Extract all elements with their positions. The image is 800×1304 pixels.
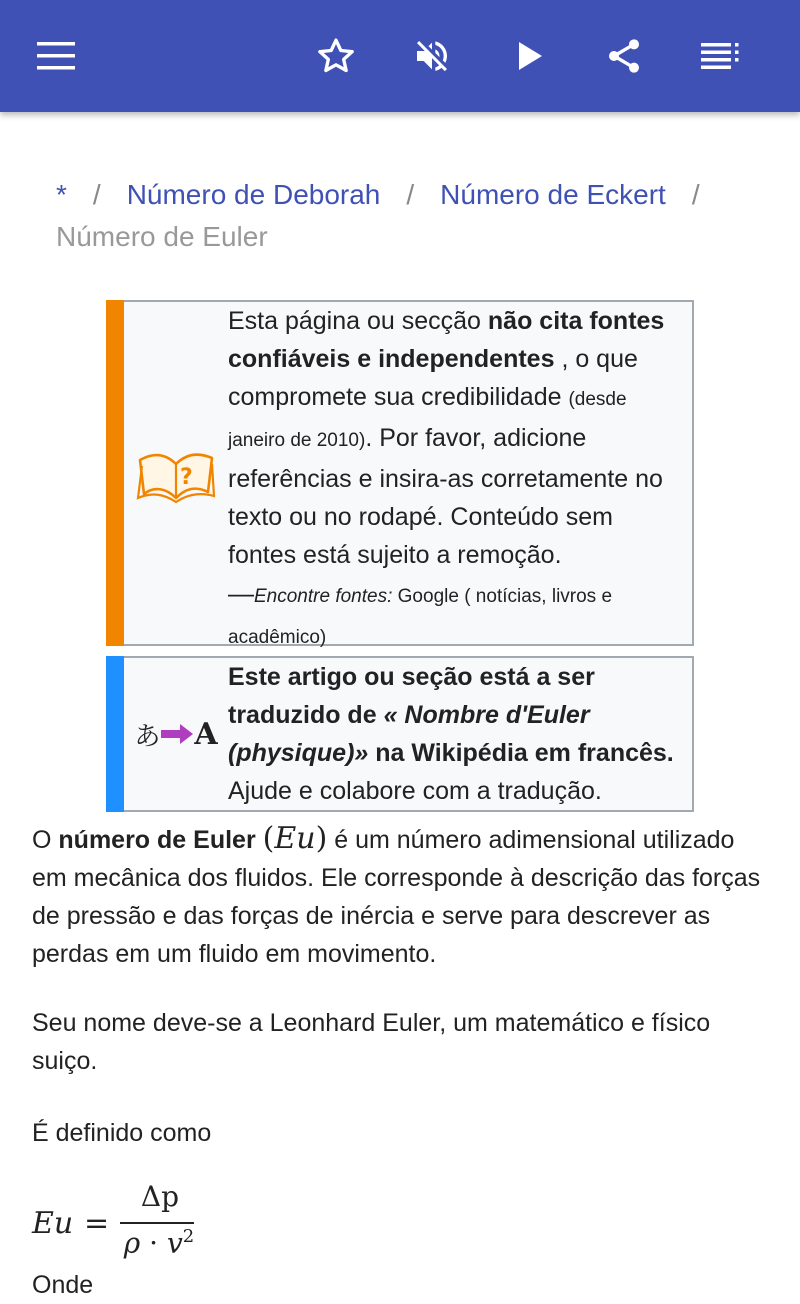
play-icon: [515, 40, 545, 72]
name-paragraph: Seu nome deve-se a Leonhard Euler, um matemático e físico suiço.: [32, 1009, 711, 1075]
app-bar: [0, 0, 800, 112]
find-sources-links[interactable]: Google ( notícias, livros e acadêmico): [228, 586, 613, 648]
formula-rho: ρ: [123, 1226, 141, 1260]
svg-text:?: ?: [180, 465, 193, 490]
notice-no-sources-text: [228, 302, 692, 648]
mute-button[interactable]: [404, 28, 460, 84]
cut-paragraph: Onde: [32, 1271, 94, 1299]
formula-numerator-text: Δp: [140, 1180, 180, 1213]
volume-off-icon: [412, 36, 452, 76]
notice-no-sources: [106, 300, 694, 646]
notice-accent-bar: [106, 656, 124, 812]
notice-translation-text: [228, 658, 692, 810]
breadcrumb-separator: /: [691, 179, 700, 210]
notice-text-part: Esta página ou secção: [228, 307, 488, 335]
translation-source-link[interactable]: « Nombre d'Euler (physique)»: [228, 701, 590, 767]
notice-text-bold[interactable]: não cita fontes confiáveis e independentes: [228, 307, 665, 373]
intro-paragraph: [32, 820, 772, 973]
formula-v: v: [166, 1226, 183, 1260]
intro-term-bold: número de Euler: [58, 826, 256, 854]
breadcrumb-link-deborah[interactable]: Número de Deborah: [126, 179, 381, 210]
breadcrumb-separator: /: [406, 179, 415, 210]
arrow-right-icon: [160, 723, 194, 745]
math-symbol-eu: Eu: [274, 821, 316, 856]
notice-text-part: . Por favor, adicione referências e insira-as corretamente no texto ou no rodapé. Conteúdo sem fontes está sujeito a remoção.: [228, 424, 663, 569]
breadcrumb: [56, 174, 756, 258]
intro-text: é um número adimensional utilizado em mecânica dos fluidos. Ele corresponde à descrição das forças de pressão e das forças de inércia e serve para descrever as perdas em um fluido em movimento.: [32, 826, 761, 968]
notice-date: (desde janeiro de 2010): [228, 389, 627, 451]
translation-help-text[interactable]: Ajude e colabore com a tradução.: [228, 777, 602, 805]
translation-icon-source: あ: [134, 721, 161, 752]
breadcrumb-current: Número de Euler: [56, 221, 268, 252]
notice-dash: —: [228, 578, 254, 608]
formula-numerator: [136, 1180, 184, 1213]
formula-lhs: Eu: [32, 1206, 74, 1241]
formula-equals: =: [84, 1206, 110, 1241]
star-icon: [316, 36, 356, 76]
menu-button[interactable]: [28, 28, 84, 84]
menu-icon: [37, 42, 75, 70]
math-paren: (: [262, 821, 275, 856]
translation-icon: [134, 716, 217, 753]
formula-dot: ·: [149, 1226, 159, 1260]
translation-text-bold: Este artigo ou seção está a ser traduzido de: [228, 663, 595, 729]
translation-text-bold: na Wikipédia em francês.: [368, 739, 674, 767]
breadcrumb-link-eckert[interactable]: Número de Eckert: [440, 179, 666, 210]
fraction-bar: [120, 1222, 194, 1224]
notice-translation: [106, 656, 694, 812]
share-icon: [604, 36, 644, 76]
definition-paragraph: É definido como: [32, 1119, 212, 1147]
euler-number-formula: [32, 1178, 232, 1268]
formula-exponent: 2: [182, 1226, 195, 1247]
breadcrumb-home-link[interactable]: *: [56, 179, 67, 210]
intro-text: O: [32, 826, 59, 854]
translation-icon-target: A: [194, 716, 218, 752]
table-of-contents-button[interactable]: [692, 28, 748, 84]
find-sources-label: Encontre fontes:: [254, 586, 393, 607]
favorite-button[interactable]: [308, 28, 364, 84]
math-paren: ): [315, 821, 328, 856]
notice-icon-cell: [124, 658, 228, 810]
formula-denominator: [120, 1226, 198, 1259]
notice-icon-cell: [124, 302, 228, 644]
book-question-icon: [136, 442, 216, 504]
toc-icon: [701, 43, 739, 69]
notice-accent-bar: [106, 300, 124, 646]
article-content: [0, 112, 800, 1299]
share-button[interactable]: [596, 28, 652, 84]
notice-text-part: , o que compromete sua credibilidade: [228, 345, 638, 411]
play-button[interactable]: [502, 28, 558, 84]
breadcrumb-separator: /: [92, 179, 101, 210]
